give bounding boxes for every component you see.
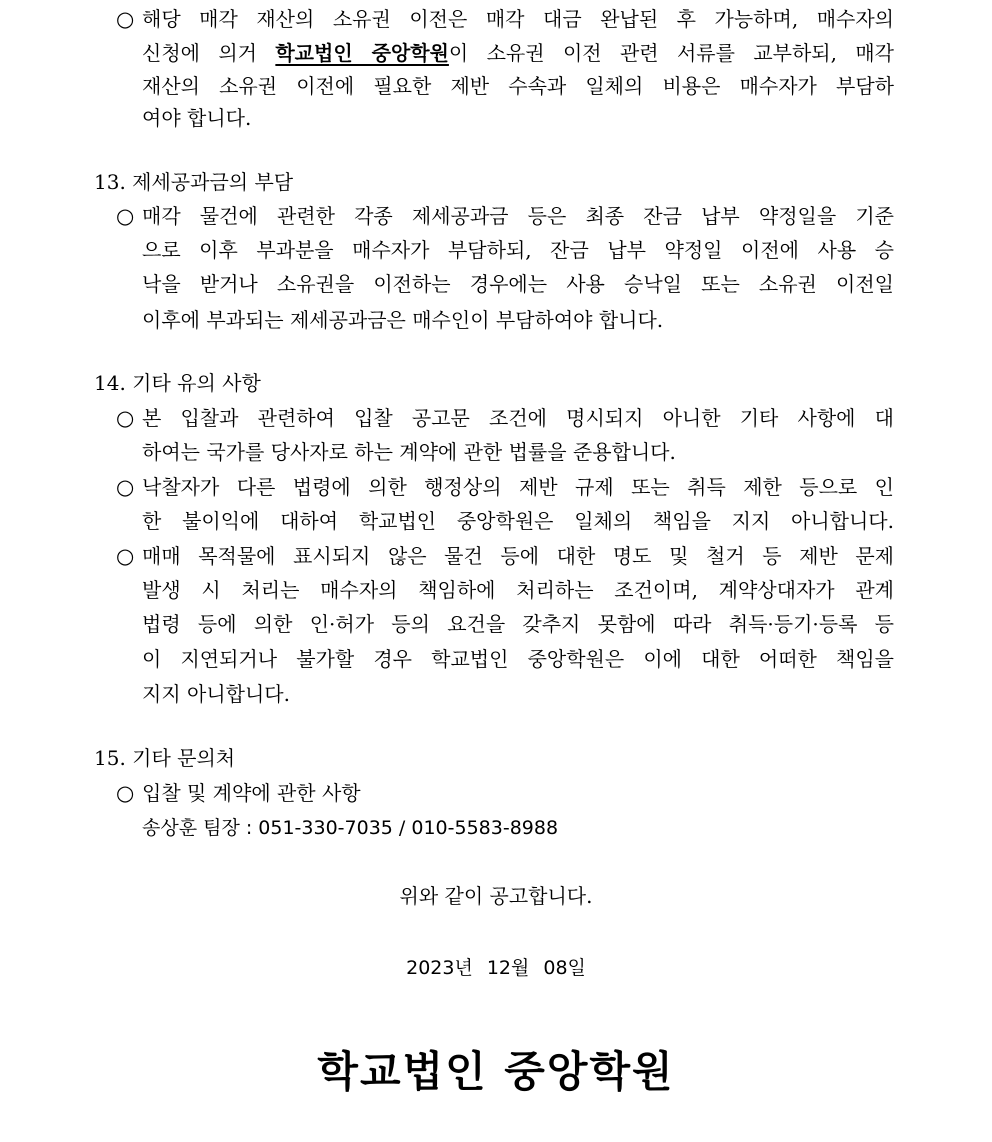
circle-bullet-icon: ○ — [116, 7, 135, 31]
section-14-heading: 14. 기타 유의 사항 — [94, 371, 261, 395]
section-12-line-4: 여야 합니다. — [142, 106, 252, 130]
section-12-line-2: 신청에 의거 학교법인 중앙학원이 소유권 이전 관련 서류를 교부하되, 매각 — [142, 41, 894, 65]
section-14-item-2-line-2: 한 불이익에 대하여 학교법인 중앙학원은 일체의 책임을 지지 아니합니다. — [142, 509, 894, 533]
contact-info: 송상훈 팀장 : 051-330-7035 / 010-5583-8988 — [142, 817, 559, 839]
announcement-date — [0, 951, 992, 985]
section-14-item-3-line-4: 이 지연되거나 불가할 경우 학교법인 중앙학원은 이에 대한 어떠한 책임을 — [142, 647, 894, 671]
section-14-item-3-line-5: 지지 아니합니다. — [142, 682, 290, 706]
date-day: 08일 — [543, 957, 586, 979]
date-year: 2023년 — [406, 957, 473, 979]
section-14-item-3-line-2: 발생 시 처리는 매수자의 책임하에 처리하는 조건이며, 계약상대자가 관계 — [142, 578, 894, 602]
section-14-item-2-line-1: ○ 낙찰자가 다른 법령에 의한 행정상의 제반 규제 또는 취득 제한 등으로 인 — [116, 470, 894, 504]
section-15-heading: 15. 기타 문의처 — [94, 746, 236, 770]
section-14-item-1-line-1: ○ 본 입찰과 관련하여 입찰 공고문 조건에 명시되지 아니한 기타 사항에 대 — [116, 401, 894, 435]
section-13-line-2: 으로 이후 부과분을 매수자가 부담하되, 잔금 납부 약정일 이전에 사용 승 — [142, 238, 894, 262]
circle-bullet-icon: ○ — [116, 204, 135, 228]
section-13-line-1: ○ 매각 물건에 관련한 각종 제세공과금 등은 최종 잔금 납부 약정일을 기준 — [116, 199, 894, 233]
section-12-line-3: 재산의 소유권 이전에 필요한 제반 수속과 일체의 비용은 매수자가 부담하 — [142, 74, 894, 98]
section-14-item-3-line-3: 법령 등에 의한 인·허가 등의 요건을 갖추지 못함에 따라 취득·등기·등록 등 — [142, 612, 894, 636]
circle-bullet-icon: ○ — [116, 544, 135, 568]
section-14-item-3-line-1: ○ 매매 목적물에 표시되지 않은 물건 등에 대한 명도 및 철거 등 제반 문제 — [116, 539, 894, 573]
organization-name-emphasis: 학교법인 중앙학원 — [275, 41, 449, 65]
closing-statement: 위와 같이 공고합니다. — [399, 884, 593, 908]
circle-bullet-icon: ○ — [116, 406, 135, 430]
section-15-item: ○ 입찰 및 계약에 관한 사항 — [116, 776, 361, 810]
circle-bullet-icon: ○ — [116, 781, 135, 805]
organization-signature: 학교법인 중앙학원 — [317, 1047, 675, 1096]
section-12-line-1: ○ 해당 매각 재산의 소유권 이전은 매각 대금 완납된 후 가능하며, 매수자의 — [116, 2, 894, 36]
section-13-line-3: 낙을 받거나 소유권을 이전하는 경우에는 사용 승낙일 또는 소유권 이전일 — [142, 272, 894, 296]
section-14-item-1-line-2: 하여는 국가를 당사자로 하는 계약에 관한 법률을 준용합니다. — [142, 440, 676, 464]
section-13-heading: 13. 제세공과금의 부담 — [94, 170, 294, 194]
circle-bullet-icon: ○ — [116, 475, 135, 499]
section-13-line-4: 이후에 부과되는 제세공과금은 매수인이 부담하여야 합니다. — [142, 308, 664, 332]
date-month: 12월 — [486, 957, 530, 979]
